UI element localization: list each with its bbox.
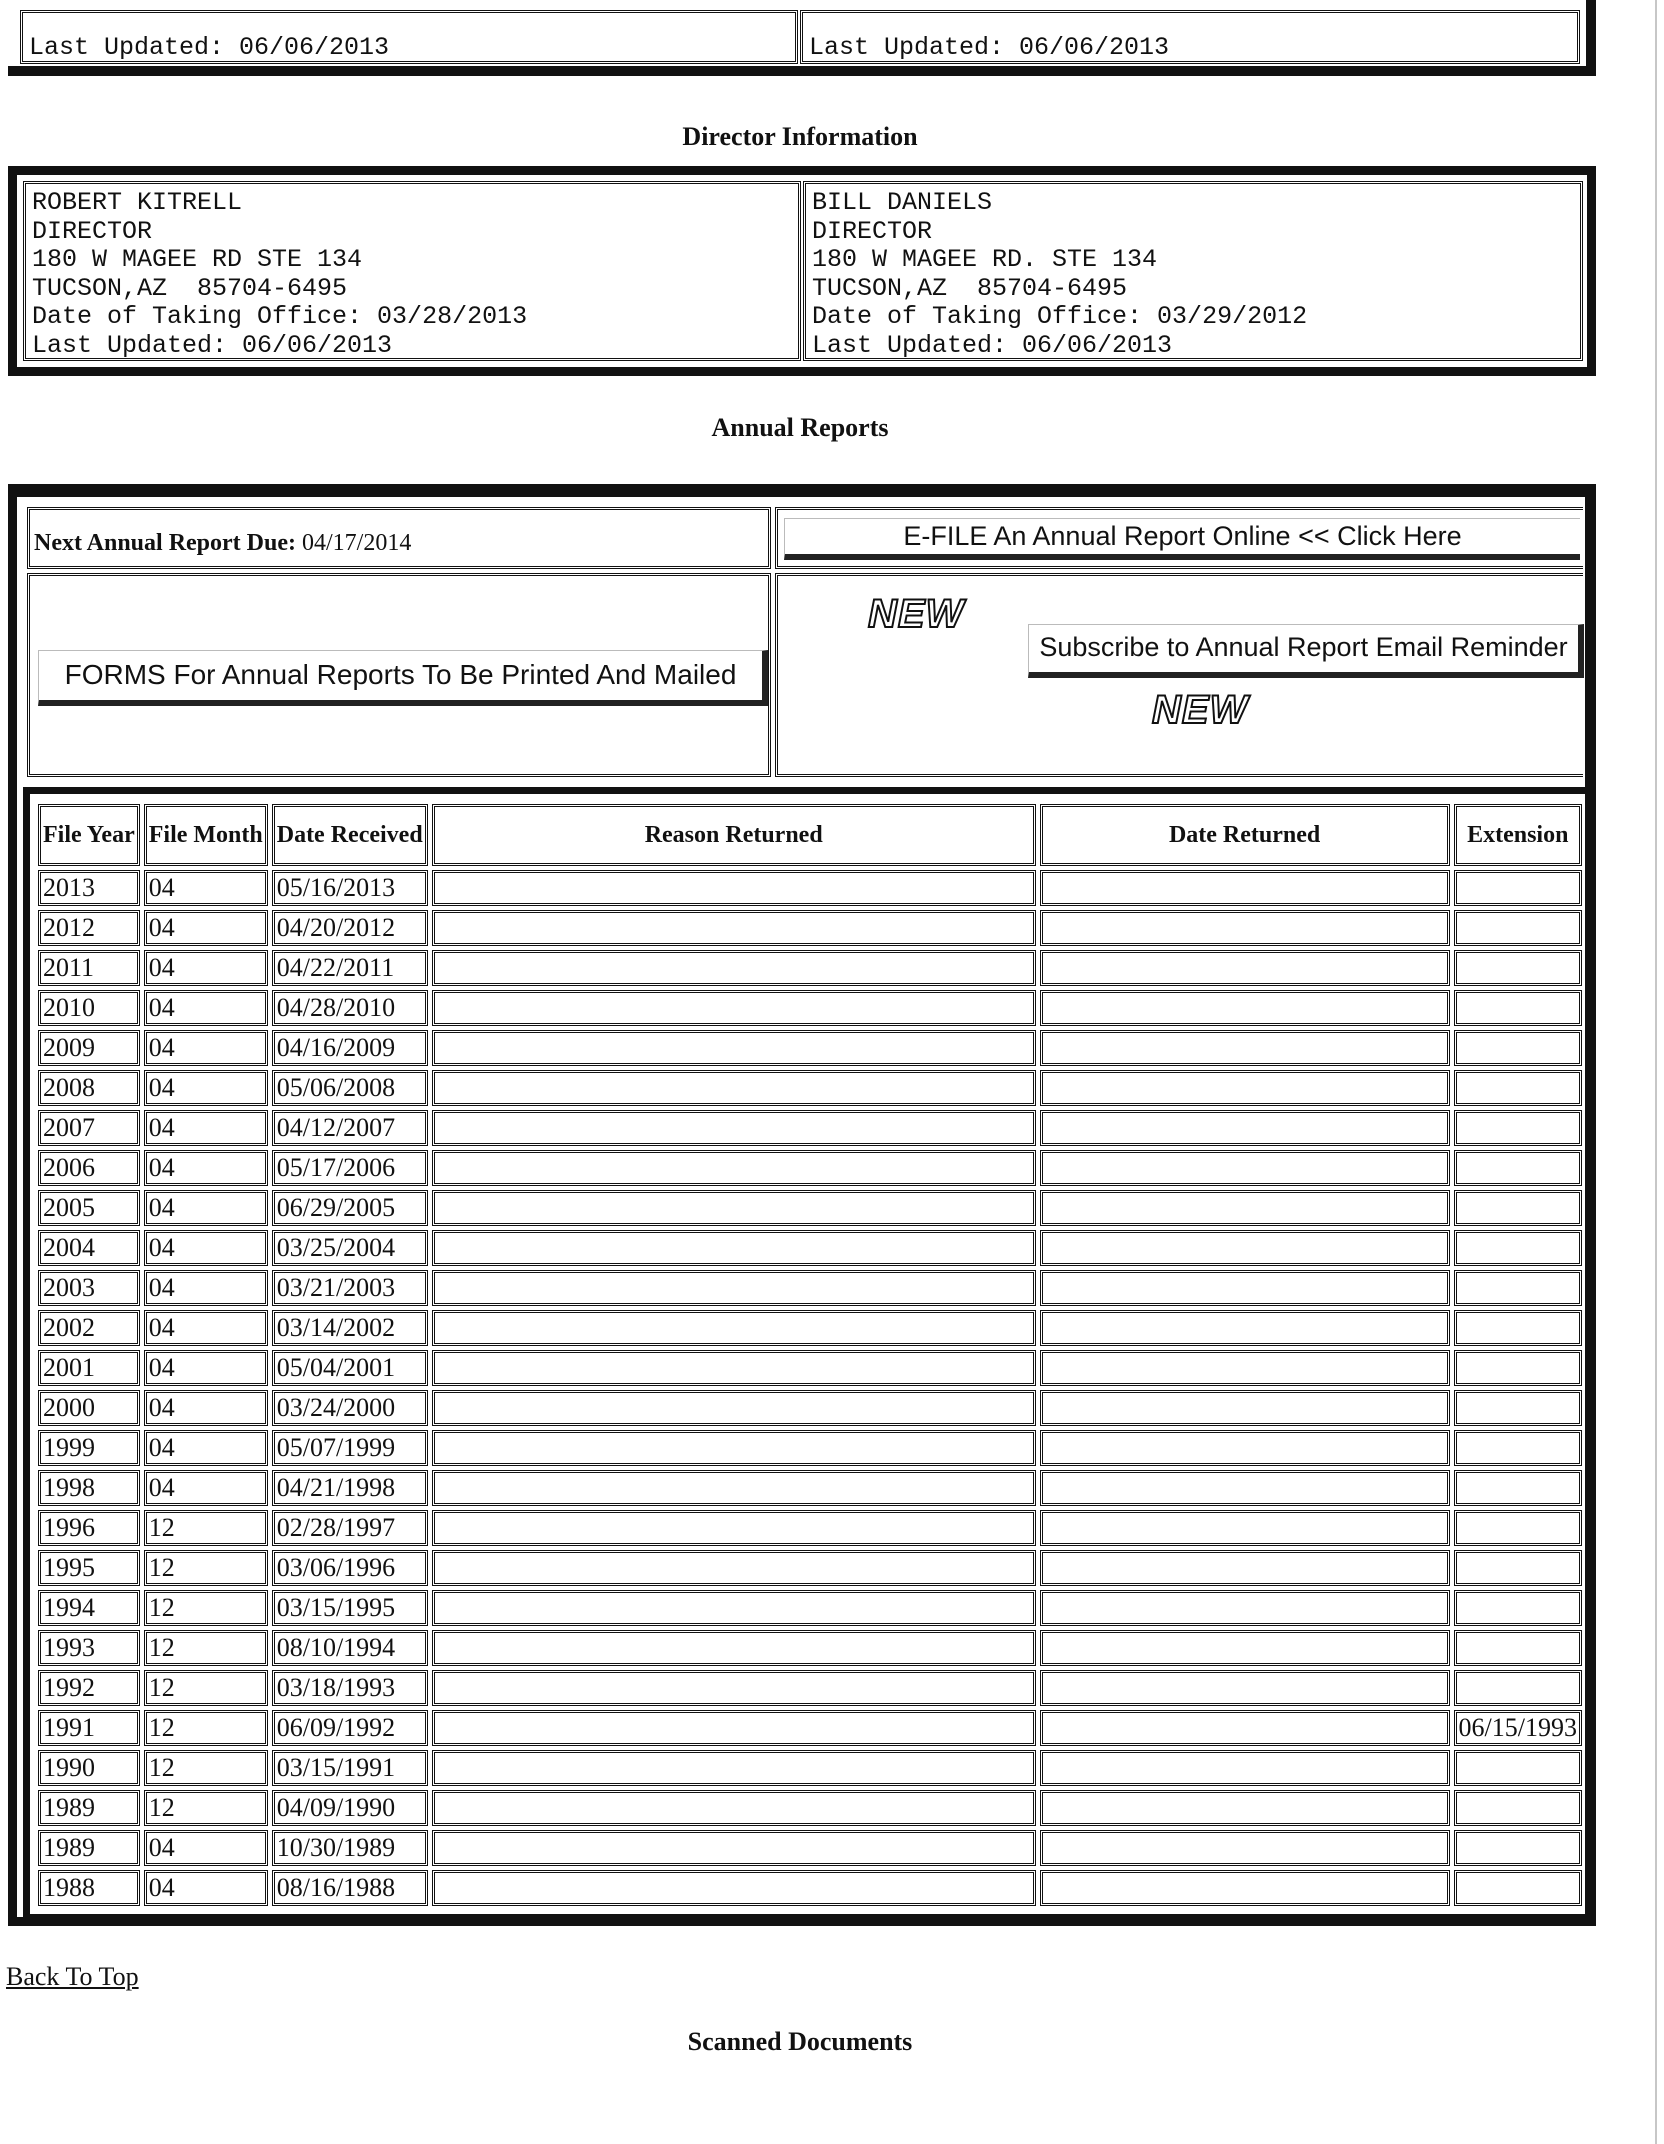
director-role: DIRECTOR <box>812 216 933 246</box>
cell-file-month: 12 <box>144 1510 268 1546</box>
table-row <box>38 1790 1582 1826</box>
annual-reports-table-frame <box>23 787 1593 1921</box>
cell-reason-returned <box>432 1830 1036 1866</box>
cell-reason-returned <box>432 1270 1036 1306</box>
cell-extension <box>1454 1150 1582 1186</box>
cell-file-year: 2004 <box>38 1230 140 1266</box>
cell-extension <box>1454 1430 1582 1466</box>
cell-file-month: 04 <box>144 1230 268 1266</box>
cell-file-month: 12 <box>144 1590 268 1626</box>
cell-date-returned <box>1040 1350 1450 1386</box>
annual-reports-box <box>8 484 1596 1926</box>
forms-cell <box>27 573 771 777</box>
cell-extension <box>1454 1230 1582 1266</box>
cell-extension <box>1454 1630 1582 1666</box>
director-taking-office: Date of Taking Office: 03/28/2013 <box>32 302 528 331</box>
director-card-2 <box>803 181 1583 361</box>
cell-file-year: 2009 <box>38 1030 140 1066</box>
cell-file-year: 2006 <box>38 1150 140 1186</box>
cell-file-year: 2008 <box>38 1070 140 1106</box>
cell-date-returned <box>1040 1830 1450 1866</box>
next-annual-report-due <box>27 507 771 569</box>
cell-file-year: 2002 <box>38 1310 140 1346</box>
table-row <box>38 1510 1582 1546</box>
table-row <box>38 990 1582 1026</box>
cell-extension <box>1454 1030 1582 1066</box>
cell-date-returned <box>1040 1870 1450 1906</box>
cell-date-returned <box>1040 1430 1450 1466</box>
cell-date-received: 04/12/2007 <box>272 1110 428 1146</box>
cell-date-returned <box>1040 1750 1450 1786</box>
cell-date-received: 03/24/2000 <box>272 1390 428 1426</box>
cell-date-returned <box>1040 1190 1450 1226</box>
cell-file-month: 12 <box>144 1790 268 1826</box>
cell-extension <box>1454 1350 1582 1386</box>
director-information-title: Director Information <box>682 122 918 151</box>
cell-reason-returned <box>432 1070 1036 1106</box>
cell-date-received: 05/17/2006 <box>272 1150 428 1186</box>
cell-reason-returned <box>432 1430 1036 1466</box>
cell-extension <box>1454 1750 1582 1786</box>
cell-file-month: 04 <box>144 1190 268 1226</box>
cell-date-received: 04/21/1998 <box>272 1470 428 1506</box>
cell-file-month: 04 <box>144 1310 268 1346</box>
cell-file-month: 04 <box>144 1110 268 1146</box>
cell-file-month: 04 <box>144 1350 268 1386</box>
cell-extension <box>1454 1270 1582 1306</box>
header-reason-returned: Reason Returned <box>432 804 1036 866</box>
table-row <box>38 1270 1582 1306</box>
next-due-value: 04/17/2014 <box>302 530 412 556</box>
cell-file-year: 1988 <box>38 1870 140 1906</box>
cell-date-returned <box>1040 1110 1450 1146</box>
forms-printed-mailed-button[interactable]: FORMS For Annual Reports To Be Printed And Mailed <box>38 650 768 706</box>
cell-file-month: 04 <box>144 1830 268 1866</box>
director-card-1 <box>23 181 801 361</box>
cell-date-returned <box>1040 950 1450 986</box>
header-file-month: File Month <box>144 804 268 866</box>
cell-file-month: 04 <box>144 1430 268 1466</box>
cell-file-month: 04 <box>144 1270 268 1306</box>
table-row <box>38 1230 1582 1266</box>
cell-reason-returned <box>432 1390 1036 1426</box>
cell-date-received: 04/20/2012 <box>272 910 428 946</box>
header-date-received: Date Received <box>272 804 428 866</box>
table-row <box>38 1670 1582 1706</box>
cell-file-month: 12 <box>144 1550 268 1586</box>
cell-date-received: 04/09/1990 <box>272 1790 428 1826</box>
cell-file-year: 2011 <box>38 950 140 986</box>
cell-reason-returned <box>432 1030 1036 1066</box>
cell-reason-returned <box>432 1350 1036 1386</box>
cell-date-returned <box>1040 1670 1450 1706</box>
cell-reason-returned <box>432 1670 1036 1706</box>
cell-date-returned <box>1040 1270 1450 1306</box>
table-row <box>38 1310 1582 1346</box>
director-address-line1: 180 W MAGEE RD. STE 134 <box>812 245 1158 274</box>
cell-reason-returned <box>432 1550 1036 1586</box>
cell-extension <box>1454 1190 1582 1226</box>
cell-date-returned <box>1040 1710 1450 1746</box>
table-header-row <box>38 804 1582 866</box>
cell-date-received: 03/21/2003 <box>272 1270 428 1306</box>
table-row <box>38 910 1582 946</box>
cell-file-year: 1991 <box>38 1710 140 1746</box>
cell-date-received: 08/16/1988 <box>272 1870 428 1906</box>
officer-last-updated-strip <box>8 0 1596 76</box>
director-taking-office: Date of Taking Office: 03/29/2012 <box>812 302 1308 331</box>
new-badge-icon: NEW <box>868 592 965 636</box>
cell-date-returned <box>1040 1150 1450 1186</box>
cell-reason-returned <box>432 910 1036 946</box>
cell-file-month: 04 <box>144 950 268 986</box>
scanned-documents-title: Scanned Documents <box>687 2027 913 2056</box>
cell-reason-returned <box>432 1590 1036 1626</box>
cell-file-month: 04 <box>144 1070 268 1106</box>
cell-extension <box>1454 1390 1582 1426</box>
table-row <box>38 1590 1582 1626</box>
annual-reports-title: Annual Reports <box>711 413 889 442</box>
table-row <box>38 1350 1582 1386</box>
cell-date-returned <box>1040 1390 1450 1426</box>
table-row <box>38 1830 1582 1866</box>
cell-extension: 06/15/1993 <box>1454 1710 1582 1746</box>
cell-date-received: 04/16/2009 <box>272 1030 428 1066</box>
cell-date-returned <box>1040 1470 1450 1506</box>
cell-extension <box>1454 1670 1582 1706</box>
table-row <box>38 1070 1582 1106</box>
cell-file-year: 2007 <box>38 1110 140 1146</box>
cell-file-year: 2010 <box>38 990 140 1026</box>
cell-extension <box>1454 1510 1582 1546</box>
cell-file-month: 04 <box>144 1150 268 1186</box>
efile-cell <box>775 507 1583 569</box>
table-row <box>38 870 1582 906</box>
back-to-top-link[interactable]: Back To Top <box>6 1962 139 1991</box>
table-row <box>38 1150 1582 1186</box>
cell-date-received: 04/28/2010 <box>272 990 428 1026</box>
cell-reason-returned <box>432 1790 1036 1826</box>
cell-date-received: 03/18/1993 <box>272 1670 428 1706</box>
cell-file-year: 1996 <box>38 1510 140 1546</box>
cell-date-returned <box>1040 990 1450 1026</box>
cell-file-month: 04 <box>144 1870 268 1906</box>
cell-extension <box>1454 1550 1582 1586</box>
table-row <box>38 1190 1582 1226</box>
new-badge-icon: NEW <box>1152 688 1249 732</box>
cell-reason-returned <box>432 1630 1036 1666</box>
cell-date-received: 05/07/1999 <box>272 1430 428 1466</box>
table-row <box>38 1390 1582 1426</box>
cell-extension <box>1454 870 1582 906</box>
cell-reason-returned <box>432 1750 1036 1786</box>
cell-extension <box>1454 1110 1582 1146</box>
director-last-updated: Last Updated: 06/06/2013 <box>32 330 393 360</box>
cell-reason-returned <box>432 1470 1036 1506</box>
last-updated-text: Last Updated: 06/06/2013 <box>29 33 390 62</box>
officer-left-last-updated <box>20 10 798 64</box>
cell-reason-returned <box>432 870 1036 906</box>
cell-date-received: 03/15/1995 <box>272 1590 428 1626</box>
cell-file-month: 12 <box>144 1630 268 1666</box>
director-information-box <box>8 166 1596 376</box>
header-extension: Extension <box>1454 804 1582 866</box>
cell-file-year: 2012 <box>38 910 140 946</box>
director-address-line2: TUCSON,AZ 85704-6495 <box>812 273 1128 303</box>
cell-reason-returned <box>432 1190 1036 1226</box>
efile-annual-report-button[interactable]: E-FILE An Annual Report Online << Click Here <box>784 518 1580 560</box>
cell-date-returned <box>1040 1590 1450 1626</box>
cell-date-returned <box>1040 1790 1450 1826</box>
annual-reports-table-body <box>38 870 1582 1906</box>
cell-date-returned <box>1040 910 1450 946</box>
cell-file-month: 04 <box>144 1390 268 1426</box>
table-row <box>38 1470 1582 1506</box>
cell-reason-returned <box>432 1310 1036 1346</box>
cell-file-month: 12 <box>144 1670 268 1706</box>
cell-file-year: 1993 <box>38 1630 140 1666</box>
cell-date-returned <box>1040 1310 1450 1346</box>
cell-date-received: 06/29/2005 <box>272 1190 428 1226</box>
cell-file-month: 12 <box>144 1750 268 1786</box>
cell-date-returned <box>1040 1070 1450 1106</box>
cell-reason-returned <box>432 1710 1036 1746</box>
header-date-returned: Date Returned <box>1040 804 1450 866</box>
table-row <box>38 1710 1582 1746</box>
cell-file-month: 04 <box>144 910 268 946</box>
cell-reason-returned <box>432 1870 1036 1906</box>
director-address-line2: TUCSON,AZ 85704-6495 <box>32 273 348 303</box>
cell-file-year: 2013 <box>38 870 140 906</box>
cell-extension <box>1454 1470 1582 1506</box>
cell-extension <box>1454 950 1582 986</box>
cell-date-received: 04/22/2011 <box>272 950 428 986</box>
director-address-line1: 180 W MAGEE RD STE 134 <box>32 245 363 274</box>
next-due-label: Next Annual Report Due: <box>34 530 296 556</box>
cell-file-year: 1994 <box>38 1590 140 1626</box>
officer-right-last-updated <box>800 10 1580 64</box>
cell-date-returned <box>1040 1230 1450 1266</box>
cell-date-received: 10/30/1989 <box>272 1830 428 1866</box>
cell-date-returned <box>1040 1030 1450 1066</box>
director-role: DIRECTOR <box>32 216 153 246</box>
cell-file-year: 2000 <box>38 1390 140 1426</box>
cell-date-received: 02/28/1997 <box>272 1510 428 1546</box>
cell-extension <box>1454 910 1582 946</box>
cell-reason-returned <box>432 1150 1036 1186</box>
cell-file-year: 1992 <box>38 1670 140 1706</box>
table-row <box>38 1550 1582 1586</box>
cell-file-year: 2003 <box>38 1270 140 1306</box>
cell-date-received: 03/14/2002 <box>272 1310 428 1346</box>
cell-date-received: 05/04/2001 <box>272 1350 428 1386</box>
cell-date-returned <box>1040 1510 1450 1546</box>
table-row <box>38 1750 1582 1786</box>
cell-date-received: 03/15/1991 <box>272 1750 428 1786</box>
table-row <box>38 1630 1582 1666</box>
cell-date-received: 08/10/1994 <box>272 1630 428 1666</box>
table-row <box>38 1430 1582 1466</box>
header-file-year: File Year <box>38 804 140 866</box>
cell-reason-returned <box>432 990 1036 1026</box>
subscribe-cell <box>775 573 1583 777</box>
cell-file-month: 04 <box>144 1030 268 1066</box>
cell-date-received: 05/16/2013 <box>272 870 428 906</box>
cell-date-received: 03/25/2004 <box>272 1230 428 1266</box>
cell-extension <box>1454 1790 1582 1826</box>
table-row <box>38 1030 1582 1066</box>
cell-reason-returned <box>432 950 1036 986</box>
cell-file-year: 1999 <box>38 1430 140 1466</box>
cell-extension <box>1454 1830 1582 1866</box>
cell-date-received: 06/09/1992 <box>272 1710 428 1746</box>
cell-file-year: 1998 <box>38 1470 140 1506</box>
table-row <box>38 950 1582 986</box>
cell-date-received: 03/06/1996 <box>272 1550 428 1586</box>
cell-file-month: 04 <box>144 870 268 906</box>
cell-file-year: 2001 <box>38 1350 140 1386</box>
annual-reports-table <box>34 800 1586 1910</box>
cell-date-returned <box>1040 1550 1450 1586</box>
cell-reason-returned <box>432 1510 1036 1546</box>
director-name: BILL DANIELS <box>812 188 993 217</box>
cell-file-year: 1989 <box>38 1830 140 1866</box>
cell-date-returned <box>1040 870 1450 906</box>
cell-reason-returned <box>432 1110 1036 1146</box>
cell-file-year: 2005 <box>38 1190 140 1226</box>
cell-extension <box>1454 990 1582 1026</box>
cell-date-received: 05/06/2008 <box>272 1070 428 1106</box>
cell-reason-returned <box>432 1230 1036 1266</box>
cell-extension <box>1454 1310 1582 1346</box>
director-last-updated: Last Updated: 06/06/2013 <box>812 330 1173 360</box>
cell-file-month: 04 <box>144 1470 268 1506</box>
cell-extension <box>1454 1590 1582 1626</box>
director-name: ROBERT KITRELL <box>32 188 243 217</box>
table-row <box>38 1870 1582 1906</box>
last-updated-text: Last Updated: 06/06/2013 <box>809 33 1170 62</box>
cell-file-year: 1995 <box>38 1550 140 1586</box>
cell-extension <box>1454 1870 1582 1906</box>
cell-extension <box>1454 1070 1582 1106</box>
cell-file-year: 1990 <box>38 1750 140 1786</box>
cell-date-returned <box>1040 1630 1450 1666</box>
cell-file-month: 04 <box>144 990 268 1026</box>
cell-file-month: 12 <box>144 1710 268 1746</box>
subscribe-email-reminder-button[interactable]: Subscribe to Annual Report Email Reminder <box>1028 624 1584 678</box>
table-row <box>38 1110 1582 1146</box>
cell-file-year: 1989 <box>38 1790 140 1826</box>
scan-edge-line <box>1655 0 1657 2144</box>
